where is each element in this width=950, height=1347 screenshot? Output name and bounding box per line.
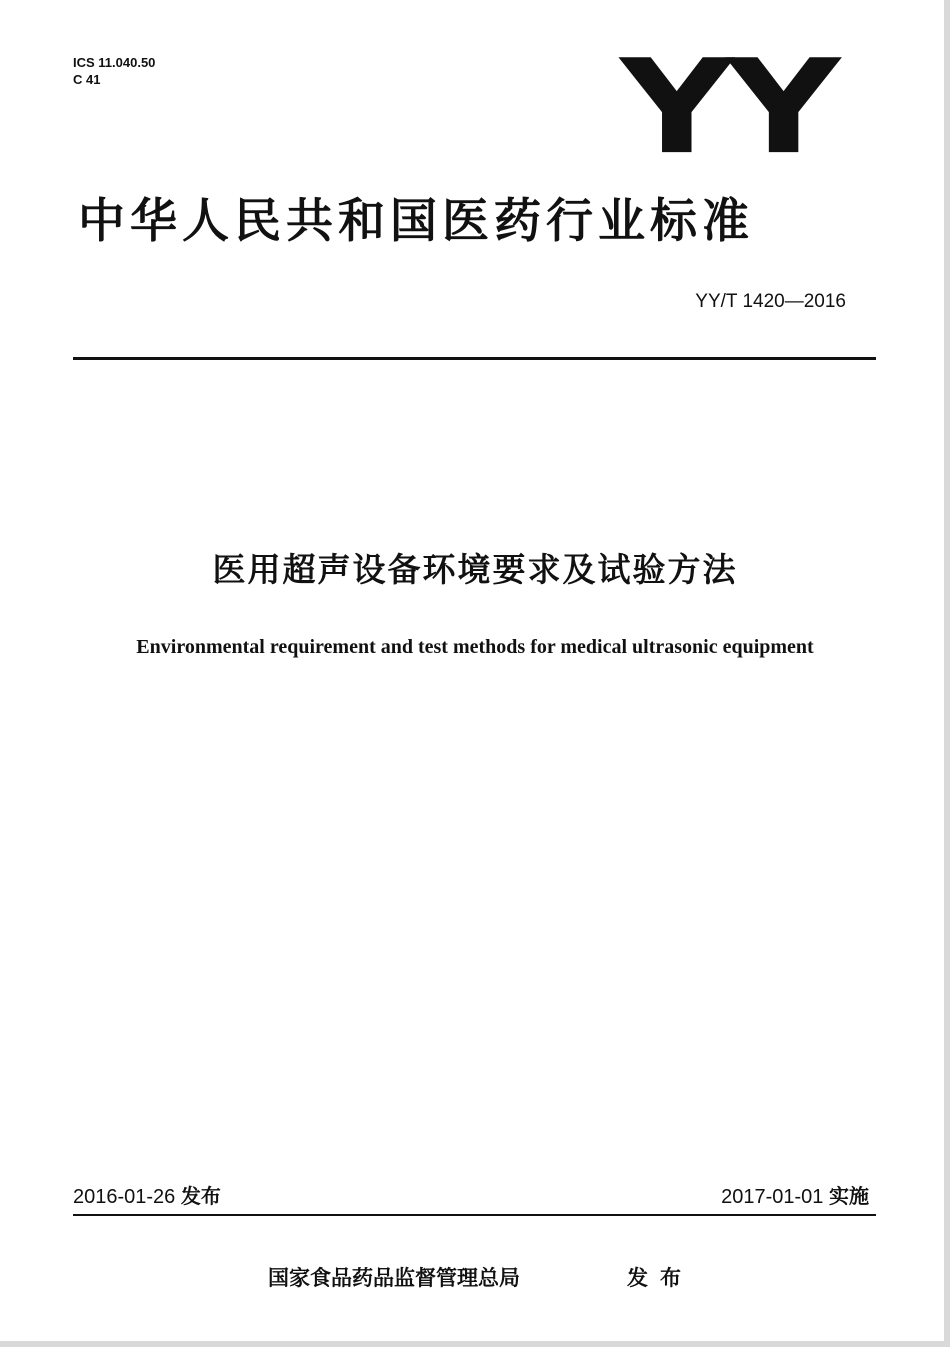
yy-logo: YY (620, 32, 834, 184)
issue-date: 2016-01-26 (73, 1186, 176, 1208)
bottom-divider (73, 1214, 876, 1216)
publish-label: 发布 (627, 1266, 693, 1290)
classification-codes (73, 54, 155, 88)
standard-category-title: 中华人民共和国医药行业标准 (78, 194, 754, 249)
document-title-english: Environmental requirement and test methods for medical ultrasonic equipment (136, 636, 814, 658)
implementation-date: 2017-01-01 (721, 1186, 824, 1208)
issue-date-line (73, 1183, 221, 1210)
top-divider (73, 357, 876, 360)
ccs-code: C 41 (73, 72, 101, 87)
publisher-name: 国家食品药品监督管理总局 (268, 1266, 520, 1290)
document-title-chinese: 医用超声设备环境要求及试验方法 (212, 550, 738, 589)
ics-code: ICS 11.040.50 (73, 55, 156, 70)
issue-label: 发布 (180, 1184, 221, 1208)
implementation-date-line (721, 1183, 869, 1210)
implementation-label: 实施 (829, 1184, 869, 1208)
standard-number: YY/T 1420—2016 (695, 291, 846, 312)
